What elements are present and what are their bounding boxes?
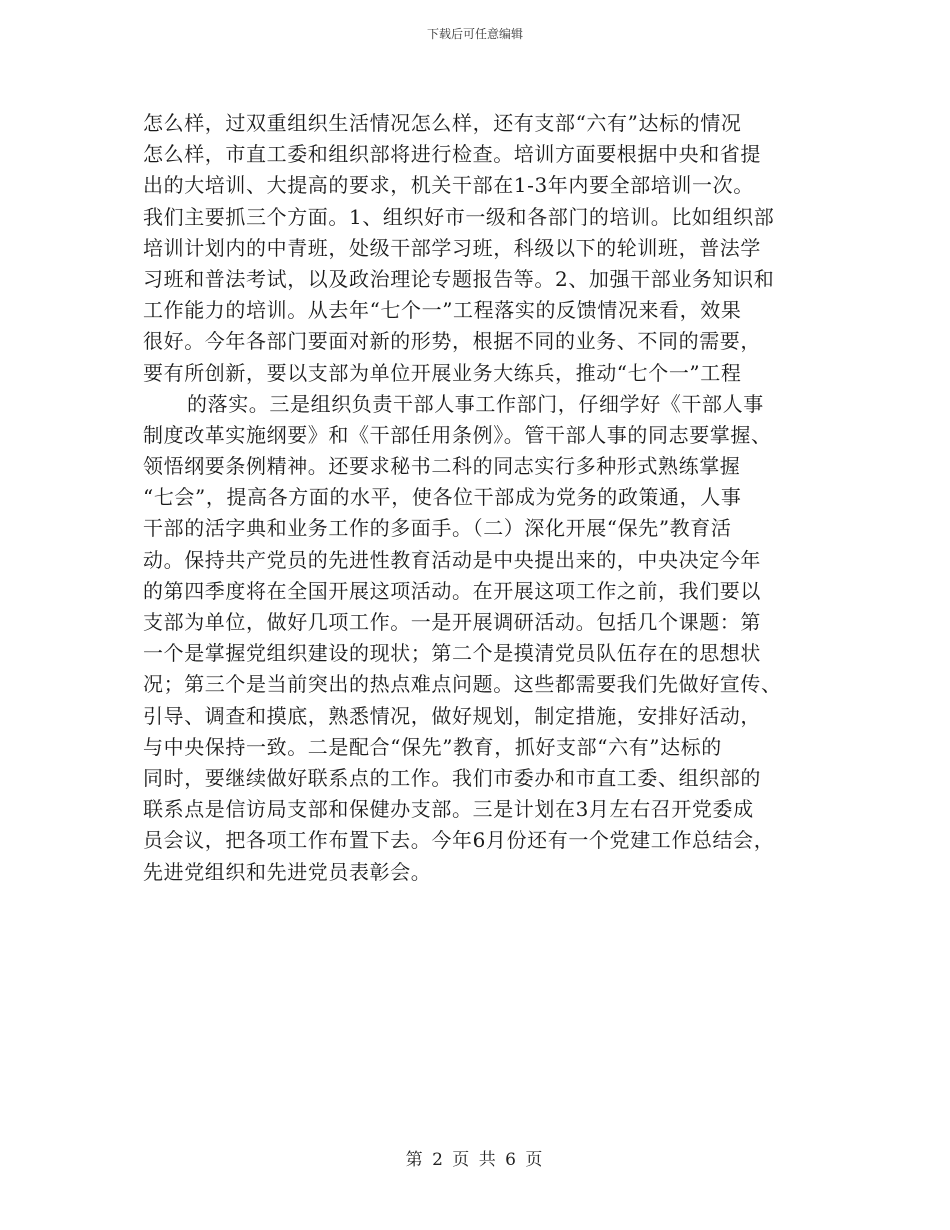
text-line: 我们主要抓三个方面。1、组织好市一级和各部门的培训。比如组织部 bbox=[143, 204, 775, 229]
text-line: 干部的活字典和业务工作的多面手。（二）深化开展“保先”教育活 bbox=[143, 516, 732, 541]
text-line: 怎么样，过双重组织生活情况怎么样，还有支部“六有”达标的情况 bbox=[143, 111, 742, 135]
document-body bbox=[143, 108, 808, 888]
page-number: 第 2 页 共 6 页 bbox=[405, 1150, 545, 1170]
text-line: 制度改革实施纲要》和《干部任用条例》。管干部人事的同志要掌握、 bbox=[143, 422, 772, 447]
text-line: 一个是掌握党组织建设的现状；第二个是摸清党员队伍存在的思想状 bbox=[143, 641, 761, 666]
text-line: 出的大培训、大提高的要求，机关干部在1-3年内要全部培训一次。 bbox=[143, 173, 754, 198]
text-line: 况；第三个是当前突出的热点难点问题。这些都需要我们先做好宣传、 bbox=[143, 672, 782, 697]
text-line: 领悟纲要条例精神。还要求秘书二科的同志实行多种形式熟练掌握 bbox=[143, 454, 741, 479]
text-line: 习班和普法考试，以及政治理论专题报告等。2、加强干部业务知识和 bbox=[143, 266, 775, 291]
text-line: 与中央保持一致。二是配合“保先”教育，抓好支部“六有”达标的 bbox=[143, 734, 722, 759]
text-line: 支部为单位，做好几项工作。一是开展调研活动。包括几个课题：第 bbox=[143, 610, 761, 634]
text-line: 培训计划内的中青班，处级干部学习班，科级以下的轮训班，普法学 bbox=[143, 235, 761, 260]
text-line: “七会”，提高各方面的水平，使各位干部成为党务的政策通，人事 bbox=[143, 485, 742, 510]
text-line: 员会议，把各项工作布置下去。今年6月份还有一个党建工作总结会， bbox=[143, 828, 775, 853]
text-line: 怎么样，市直工委和组织部将进行检查。培训方面要根据中央和省提 bbox=[143, 142, 761, 167]
text-line: 很好。今年各部门要面对新的形势，根据不同的业务、不同的需要， bbox=[143, 329, 761, 354]
text-line: 工作能力的培训。从去年“七个一”工程落实的反馈情况来看，效果 bbox=[143, 298, 742, 323]
text-line: 先进党组织和先进党员表彰会。 bbox=[143, 859, 432, 884]
text-line: 同时，要继续做好联系点的工作。我们市委办和市直工委、组织部的 bbox=[143, 765, 761, 790]
text-line-indented: 的落实。三是组织负责干部人事工作部门，仔细学好《干部人事 bbox=[187, 391, 764, 416]
text-line: 引导、调查和摸底，熟悉情况，做好规划，制定措施，安排好活动， bbox=[143, 703, 761, 728]
text-line: 的第四季度将在全国开展这项活动。在开展这项工作之前，我们要以 bbox=[143, 578, 761, 603]
text-line: 动。保持共产党员的先进性教育活动是中央提出来的，中央决定今年 bbox=[143, 547, 761, 572]
text-line: 要有所创新，要以支部为单位开展业务大练兵，推动“七个一”工程 bbox=[143, 360, 742, 385]
text-line: 联系点是信访局支部和保健办支部。三是计划在3月左右召开党委成 bbox=[143, 797, 754, 822]
download-note: 下载后可任意编辑 bbox=[426, 27, 523, 41]
